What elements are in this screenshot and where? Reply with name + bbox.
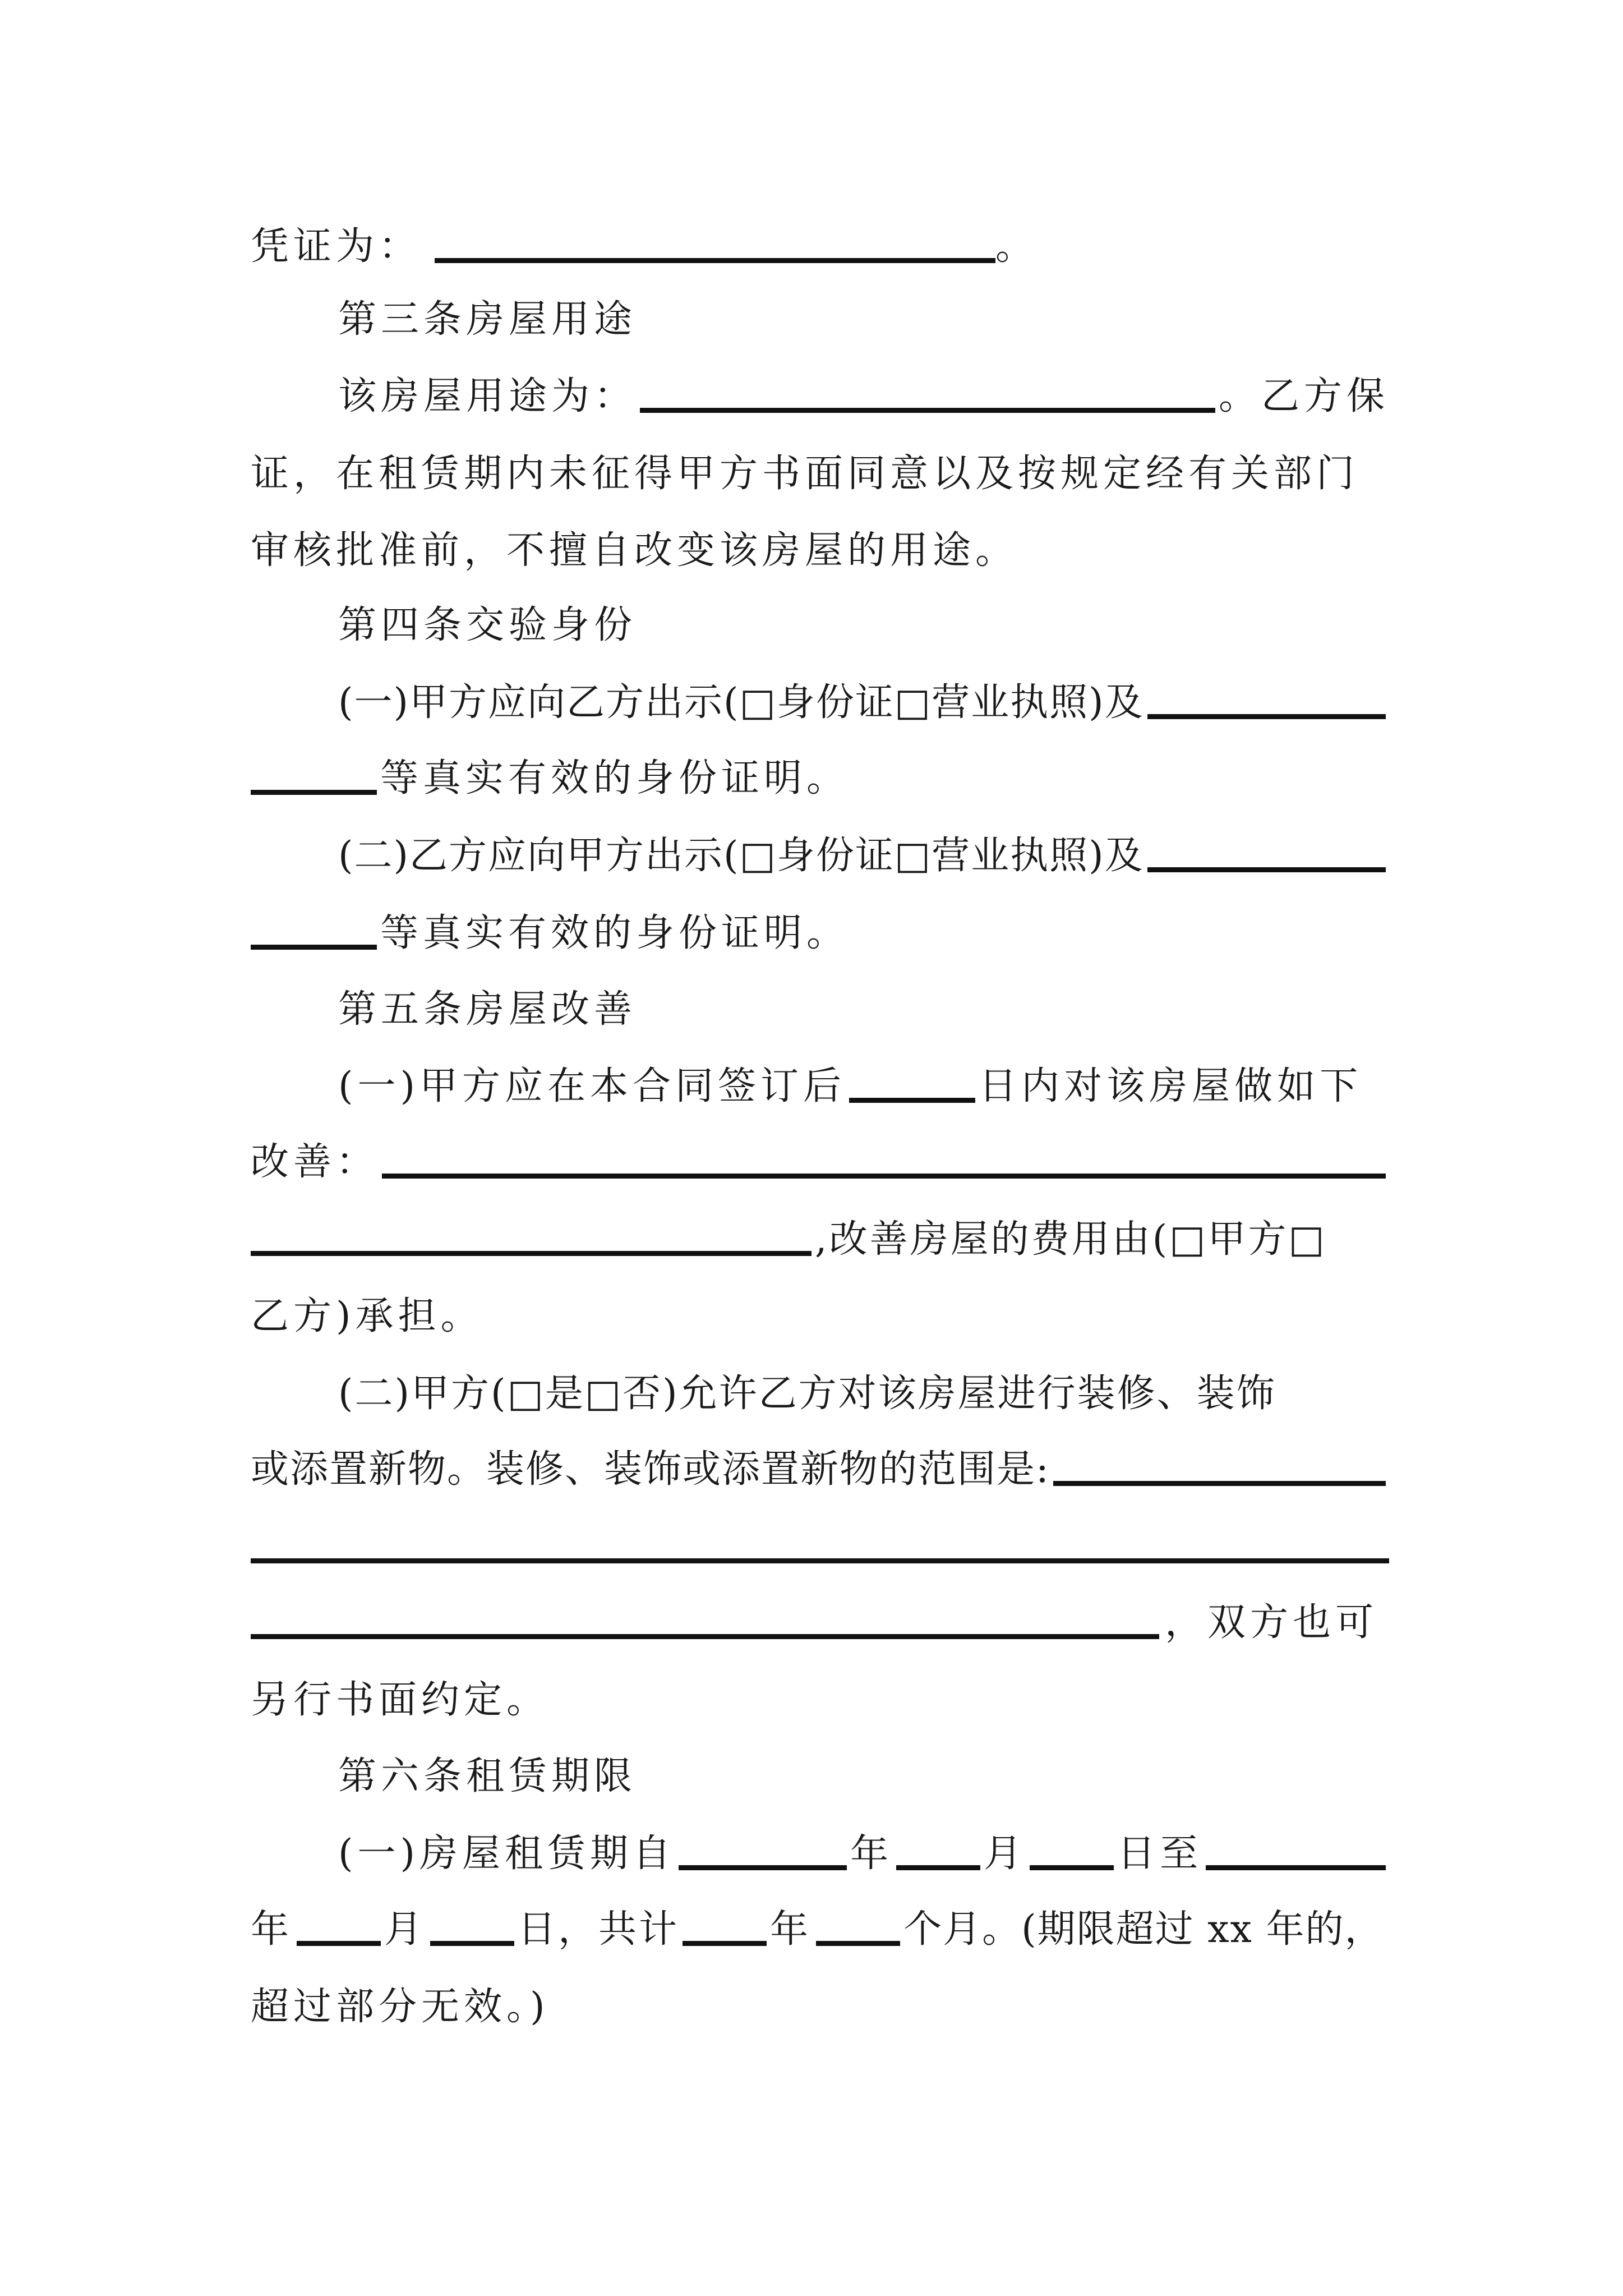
blank-field[interactable] bbox=[849, 1098, 975, 1103]
text: 。 bbox=[995, 224, 1039, 269]
id-line-1 bbox=[338, 672, 1389, 734]
text: 审核批准前，不擅自改变该房屋的用途。 bbox=[251, 528, 1018, 573]
voucher-line bbox=[251, 216, 1389, 278]
blank-field[interactable] bbox=[1030, 1865, 1114, 1870]
text: 年 bbox=[251, 1907, 294, 1952]
term-line-cont bbox=[251, 1899, 1389, 1961]
blank-field[interactable] bbox=[297, 1941, 381, 1946]
blank-field[interactable] bbox=[251, 945, 377, 950]
blank-field[interactable] bbox=[1147, 867, 1386, 872]
blank-field[interactable] bbox=[435, 258, 995, 263]
paragraph-line bbox=[251, 1976, 1389, 2038]
blank-field[interactable] bbox=[640, 408, 1215, 413]
heading-text: 第六条租赁期限 bbox=[338, 1754, 637, 1798]
decoration-line bbox=[338, 1363, 1389, 1425]
blank-field[interactable] bbox=[1147, 714, 1386, 719]
improvement-cost-line bbox=[251, 1209, 1389, 1271]
text: 另行书面约定。 bbox=[251, 1678, 550, 1722]
text: 日至 bbox=[1117, 1832, 1203, 1876]
paragraph-line bbox=[251, 1669, 1389, 1731]
text: 超过部分无效。) bbox=[251, 1985, 550, 2029]
id-line-2 bbox=[338, 825, 1389, 887]
blank-field[interactable] bbox=[683, 1941, 767, 1946]
blank-field[interactable] bbox=[251, 1634, 1159, 1639]
blank-field[interactable] bbox=[896, 1865, 980, 1870]
text: 改善： bbox=[251, 1140, 379, 1184]
text: 凭证为： bbox=[251, 224, 422, 269]
text: 或添置新物。装修、装饰或添置新物的范围是: bbox=[251, 1447, 1050, 1492]
text: 日，共计 bbox=[518, 1907, 680, 1952]
paragraph-line bbox=[251, 1286, 1389, 1347]
blank-field[interactable] bbox=[251, 790, 377, 795]
blank-field[interactable] bbox=[1206, 1865, 1386, 1870]
decoration-scope-cont-2 bbox=[251, 1592, 1389, 1654]
id-line-2-cont bbox=[251, 903, 1389, 964]
text: (一)甲方应向乙方出示(□身份证□营业执照)及 bbox=[338, 680, 1144, 725]
blank-field[interactable] bbox=[251, 1251, 811, 1256]
article-6-heading bbox=[338, 1746, 1389, 1807]
blank-field[interactable] bbox=[251, 1558, 1389, 1563]
article-3-heading bbox=[338, 289, 1389, 351]
blank-field[interactable] bbox=[430, 1941, 514, 1946]
article-5-heading bbox=[338, 979, 1389, 1041]
text: (二)甲方(□是□否)允许乙方对该房屋进行装修、装饰 bbox=[338, 1372, 1276, 1416]
text: 该房屋用途为： bbox=[338, 374, 637, 418]
article-4-heading bbox=[338, 595, 1389, 656]
text: ,改善房屋的费用由(□甲方□ bbox=[815, 1217, 1327, 1262]
text: 等真实有效的身份证明。 bbox=[380, 756, 850, 800]
blank-field[interactable] bbox=[816, 1941, 900, 1946]
text: 月 bbox=[384, 1907, 427, 1952]
text: 。乙方保 bbox=[1218, 374, 1389, 418]
paragraph-line bbox=[251, 520, 1389, 582]
heading-text: 第五条房屋改善 bbox=[338, 987, 637, 1032]
heading-text: 第四条交验身份 bbox=[338, 603, 637, 647]
text: 年 bbox=[770, 1907, 813, 1952]
paragraph-line bbox=[251, 443, 1389, 505]
blank-field[interactable] bbox=[1053, 1481, 1386, 1486]
decoration-scope-line bbox=[251, 1439, 1389, 1501]
text: 年 bbox=[850, 1832, 893, 1876]
improvement-line bbox=[338, 1056, 1389, 1117]
blank-field[interactable] bbox=[382, 1174, 1386, 1179]
text: 个月。(期限超过 xx 年的， bbox=[903, 1907, 1384, 1952]
usage-line bbox=[338, 366, 1389, 427]
id-line-1-cont bbox=[251, 748, 1389, 809]
text: 证，在租赁期内未征得甲方书面同意以及按规定经有关部门 bbox=[251, 452, 1359, 496]
heading-text: 第三条房屋用途 bbox=[338, 297, 637, 342]
text: 等真实有效的身份证明。 bbox=[380, 911, 850, 955]
blank-field[interactable] bbox=[679, 1865, 847, 1870]
text: (一)甲方应在本合同签订后 bbox=[338, 1064, 846, 1108]
text: 日内对该房屋做如下 bbox=[979, 1064, 1363, 1108]
improvement-line-cont bbox=[251, 1131, 1389, 1193]
text: 乙方)承担。 bbox=[251, 1294, 483, 1338]
text: ，双方也可 bbox=[1165, 1600, 1378, 1645]
text: (一)房屋租赁期自 bbox=[338, 1832, 676, 1876]
text: 月 bbox=[984, 1832, 1027, 1876]
text: (二)乙方应向甲方出示(□身份证□营业执照)及 bbox=[338, 834, 1144, 878]
term-line bbox=[338, 1823, 1389, 1885]
decoration-scope-cont bbox=[251, 1516, 1389, 1578]
